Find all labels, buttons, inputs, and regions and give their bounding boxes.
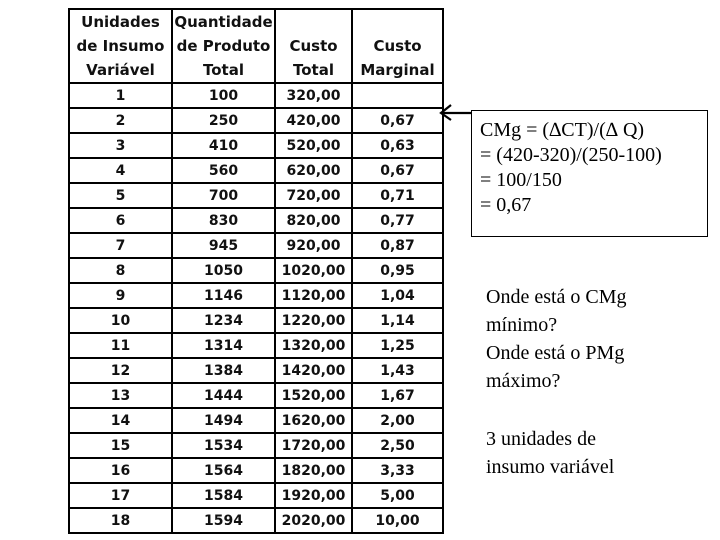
total-cost-cell: 1720,00 (275, 433, 352, 458)
cost-table (68, 8, 444, 534)
total-cost-cell: 1420,00 (275, 358, 352, 383)
answer-text (486, 425, 706, 481)
arrow-left-icon (438, 103, 474, 121)
total-cost-cell: 820,00 (275, 208, 352, 233)
units-cell: 13 (68, 383, 172, 408)
table-row (68, 458, 444, 483)
formula-line: CMg = (∆CT)/(∆ Q) (480, 119, 645, 141)
units-cell: 15 (68, 433, 172, 458)
units-cell: 16 (68, 458, 172, 483)
question-line: mínimo? (486, 314, 558, 336)
total-cost-cell: 2020,00 (275, 508, 352, 534)
total-cost-cell: 1520,00 (275, 383, 352, 408)
column-header-line: Total (293, 61, 334, 79)
units-cell: 5 (68, 183, 172, 208)
column-header (68, 8, 172, 83)
column-header (275, 8, 352, 83)
question-line: Onde está o PMg (486, 342, 625, 364)
quantity-cell: 1494 (172, 408, 275, 433)
units-cell: 4 (68, 158, 172, 183)
total-cost-cell: 1120,00 (275, 283, 352, 308)
quantity-cell: 1384 (172, 358, 275, 383)
marginal-cost-cell: 1,14 (352, 308, 444, 333)
quantity-cell: 1584 (172, 483, 275, 508)
column-header-line: Total (203, 61, 244, 79)
table-row (68, 383, 444, 408)
marginal-cost-cell: 1,25 (352, 333, 444, 358)
marginal-cost-cell: 1,43 (352, 358, 444, 383)
formula-line: = 0,67 (480, 194, 532, 216)
marginal-cost-cell: 3,33 (352, 458, 444, 483)
quantity-cell: 1050 (172, 258, 275, 283)
column-header-line: Marginal (360, 61, 435, 79)
column-header-line: Quantidade (174, 13, 273, 31)
total-cost-cell: 320,00 (275, 83, 352, 108)
quantity-cell: 700 (172, 183, 275, 208)
table-row (68, 258, 444, 283)
table-row (68, 83, 444, 108)
question-line: máximo? (486, 370, 561, 392)
units-cell: 10 (68, 308, 172, 333)
total-cost-cell: 920,00 (275, 233, 352, 258)
total-cost-cell: 1620,00 (275, 408, 352, 433)
quantity-cell: 410 (172, 133, 275, 158)
table-header-row (68, 8, 444, 83)
marginal-cost-cell: 1,67 (352, 383, 444, 408)
units-cell: 1 (68, 83, 172, 108)
units-cell: 9 (68, 283, 172, 308)
marginal-cost-cell: 5,00 (352, 483, 444, 508)
quantity-cell: 1564 (172, 458, 275, 483)
marginal-cost-cell: 0,71 (352, 183, 444, 208)
marginal-cost-cell: 0,77 (352, 208, 444, 233)
marginal-cost-cell (352, 83, 444, 108)
units-cell: 17 (68, 483, 172, 508)
table-row (68, 508, 444, 534)
marginal-cost-cell: 0,67 (352, 108, 444, 133)
quantity-cell: 100 (172, 83, 275, 108)
formula-line: = 100/150 (480, 169, 562, 191)
answer-line: insumo variável (486, 456, 615, 478)
table-row (68, 358, 444, 383)
marginal-cost-cell: 0,67 (352, 158, 444, 183)
column-header (172, 8, 275, 83)
cost-table-frame (68, 8, 444, 531)
total-cost-cell: 520,00 (275, 133, 352, 158)
units-cell: 18 (68, 508, 172, 534)
units-cell: 2 (68, 108, 172, 133)
quantity-cell: 830 (172, 208, 275, 233)
column-header-line: Unidades (81, 13, 160, 31)
question-text (486, 283, 706, 395)
marginal-cost-cell: 10,00 (352, 508, 444, 534)
quantity-cell: 1534 (172, 433, 275, 458)
quantity-cell: 1444 (172, 383, 275, 408)
column-header (352, 8, 444, 83)
table-row (68, 333, 444, 358)
quantity-cell: 1234 (172, 308, 275, 333)
marginal-cost-cell: 0,63 (352, 133, 444, 158)
column-header-line (276, 10, 351, 34)
quantity-cell: 1314 (172, 333, 275, 358)
column-header-line: de Insumo (76, 37, 165, 55)
table-row (68, 433, 444, 458)
answer-line: 3 unidades de (486, 428, 596, 450)
units-cell: 11 (68, 333, 172, 358)
marginal-cost-cell: 1,04 (352, 283, 444, 308)
quantity-cell: 250 (172, 108, 275, 133)
units-cell: 12 (68, 358, 172, 383)
formula-line: = (420-320)/(250-100) (480, 144, 662, 166)
table-row (68, 483, 444, 508)
column-header-line: Variável (86, 61, 155, 79)
table-row (68, 408, 444, 433)
units-cell: 6 (68, 208, 172, 233)
table-row (68, 158, 444, 183)
total-cost-cell: 1820,00 (275, 458, 352, 483)
question-line: Onde está o CMg (486, 286, 627, 308)
column-header-line: Custo (289, 37, 338, 55)
quantity-cell: 1146 (172, 283, 275, 308)
column-header-line: de Produto (176, 37, 271, 55)
total-cost-cell: 1020,00 (275, 258, 352, 283)
marginal-cost-cell: 2,50 (352, 433, 444, 458)
marginal-cost-cell: 0,87 (352, 233, 444, 258)
total-cost-cell: 720,00 (275, 183, 352, 208)
units-cell: 8 (68, 258, 172, 283)
column-header-line (353, 10, 442, 34)
quantity-cell: 1594 (172, 508, 275, 534)
table-row (68, 308, 444, 333)
marginal-cost-cell: 2,00 (352, 408, 444, 433)
table-row (68, 283, 444, 308)
units-cell: 7 (68, 233, 172, 258)
table-row (68, 183, 444, 208)
total-cost-cell: 1920,00 (275, 483, 352, 508)
marginal-cost-cell: 0,95 (352, 258, 444, 283)
column-header-line: Custo (373, 37, 422, 55)
total-cost-cell: 420,00 (275, 108, 352, 133)
table-row (68, 133, 444, 158)
quantity-cell: 560 (172, 158, 275, 183)
marginal-cost-formula-box (471, 110, 708, 237)
total-cost-cell: 620,00 (275, 158, 352, 183)
table-row (68, 108, 444, 133)
table-row (68, 208, 444, 233)
quantity-cell: 945 (172, 233, 275, 258)
total-cost-cell: 1320,00 (275, 333, 352, 358)
units-cell: 3 (68, 133, 172, 158)
total-cost-cell: 1220,00 (275, 308, 352, 333)
table-row (68, 233, 444, 258)
units-cell: 14 (68, 408, 172, 433)
